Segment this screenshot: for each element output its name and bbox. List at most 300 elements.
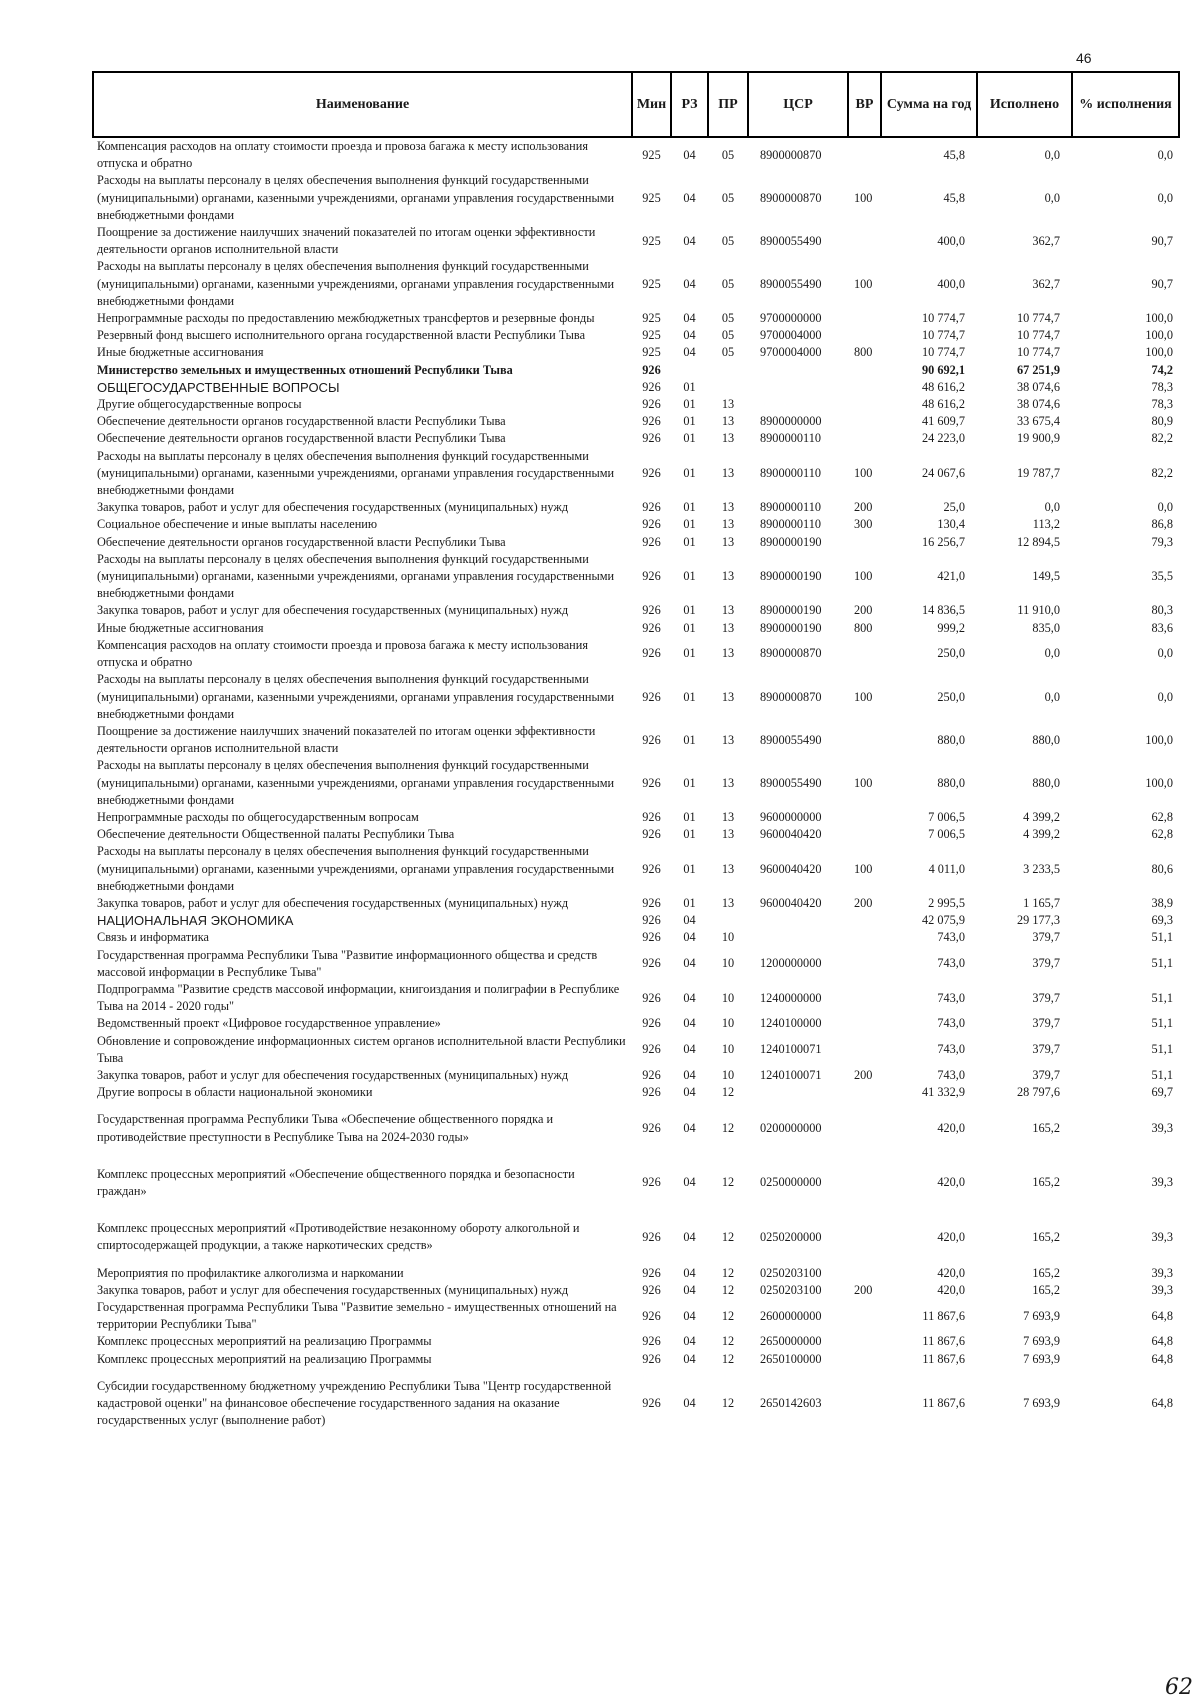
row-min: 926 [642,1265,661,1280]
row-name: Компенсация расходов на оплату стоимости проезда и провоза багажа к месту использования отпуска и обратно [97,637,588,670]
row-pct: 100,0 [1145,328,1173,343]
row-executed: 165,2 [1032,1282,1060,1297]
row-csr: 8900000190 [760,569,822,584]
row-min: 926 [642,1175,661,1190]
row-executed: 165,2 [1032,1229,1060,1244]
row-name: ОБЩЕГОСУДАРСТВЕННЫЕ ВОПРОСЫ [97,379,340,395]
row-csr: 2650100000 [760,1351,822,1366]
row-csr: 0250000000 [760,1175,822,1190]
row-rz: 04 [683,1334,696,1349]
row-name: Комплекс процессных мероприятий на реализацию Программы [97,1334,432,1349]
row-vr [848,310,881,327]
row-pct: 0,0 [1157,147,1173,162]
row-sum: 10 774,7 [921,345,965,360]
row-executed: 7 693,9 [1023,1308,1060,1323]
row-csr [748,912,848,929]
row-vr [848,396,881,413]
table-row [93,723,1179,757]
row-name: Обеспечение деятельности органов государственной власти Республики Тыва [97,431,506,446]
row-min: 926 [642,646,661,661]
row-rz: 04 [683,1308,696,1323]
table-row [93,1368,1179,1440]
row-rz: 01 [683,414,696,429]
row-csr: 8900055490 [760,276,822,291]
row-vr [848,1101,881,1155]
row-vr: 200 [854,1282,873,1297]
row-pct: 38,9 [1151,895,1173,910]
row-sum: 743,0 [937,990,965,1005]
row-pr: 10 [721,956,735,971]
row-min: 926 [642,732,661,747]
row-executed: 165,2 [1032,1120,1060,1135]
row-pct: 64,8 [1151,1308,1173,1323]
row-pct: 64,8 [1151,1334,1173,1349]
row-sum: 400,0 [937,233,965,248]
row-csr: 9700004000 [760,345,822,360]
row-rz: 01 [683,534,696,549]
row-executed: 165,2 [1032,1265,1060,1280]
table-row [93,172,1179,224]
row-pr [708,912,748,929]
row-executed: 1 165,7 [1023,895,1060,910]
table-row [93,310,1179,327]
row-vr [848,1299,881,1333]
row-rz: 01 [683,379,696,394]
row-name: Расходы на выплаты персоналу в целях обеспечения выполнения функций государственными (муниципальными) органами, казенными учреждениями, органами управления государственными внебюджетными фондами [97,844,615,893]
row-min: 926 [642,534,661,549]
row-sum: 420,0 [937,1265,965,1280]
row-name: Расходы на выплаты персоналу в целях обеспечения выполнения функций государственными (муниципальными) органами, казенными учреждениями, органами управления государственными внебюджетными фондами [97,173,615,222]
row-pr: 10 [721,1016,735,1031]
row-pr: 12 [721,1308,735,1323]
row-sum: 90 692,1 [921,362,965,377]
table-row [93,1333,1179,1350]
table-row [93,379,1179,396]
row-name: Закупка товаров, работ и услуг для обеспечения государственных (муниципальных) нужд [97,500,569,515]
row-min: 926 [642,465,661,480]
row-min: 926 [642,809,661,824]
row-pct: 39,3 [1151,1175,1173,1190]
row-executed: 880,0 [1032,775,1060,790]
row-csr: 9700004000 [760,328,822,343]
row-rz: 04 [683,913,696,928]
row-pr: 13 [721,414,735,429]
table-body [93,137,1179,1439]
row-vr [848,981,881,1015]
row-pct: 100,0 [1145,775,1173,790]
row-csr: 9600040420 [760,827,822,842]
row-pr: 12 [721,1229,735,1244]
row-executed: 33 675,4 [1016,414,1060,429]
row-csr: 9700000000 [760,311,822,326]
row-rz: 04 [683,276,696,291]
header-executed: Исполнено [977,72,1072,137]
row-executed: 0,0 [1044,646,1060,661]
row-min: 926 [642,620,661,635]
row-sum: 420,0 [937,1282,965,1297]
table-row [93,1084,1179,1101]
row-name: Государственная программа Республики Тыва «Обеспечение общественного порядка и противодействие преступности в Республике Тыва на 2024-2030 годы» [97,1112,554,1144]
row-pr: 13 [721,397,735,412]
row-pr: 13 [721,534,735,549]
row-sum: 250,0 [937,646,965,661]
row-executed: 0,0 [1044,689,1060,704]
row-rz: 04 [683,1085,696,1100]
row-vr: 200 [854,1067,873,1082]
row-name: Закупка товаров, работ и услуг для обеспечения государственных (муниципальных) нужд [97,603,569,618]
row-pr: 13 [721,775,735,790]
row-vr [848,224,881,258]
row-pct: 80,6 [1151,861,1173,876]
table-row [93,137,1179,172]
row-pr: 13 [721,500,735,515]
row-executed: 19 787,7 [1016,465,1060,480]
table-row [93,929,1179,946]
row-executed: 7 693,9 [1023,1396,1060,1411]
row-csr: 9600040420 [760,895,822,910]
row-pct: 64,8 [1151,1396,1173,1411]
row-sum: 4 011,0 [928,861,965,876]
row-pct: 82,2 [1151,465,1173,480]
row-pr: 13 [721,732,735,747]
row-rz: 04 [683,990,696,1005]
row-min: 925 [642,311,661,326]
row-min: 926 [642,379,661,394]
row-pr: 05 [721,147,735,162]
row-pct: 90,7 [1151,233,1173,248]
row-vr [848,137,881,172]
row-pct: 39,3 [1151,1282,1173,1297]
row-name: Обеспечение деятельности органов государственной власти Республики Тыва [97,414,506,429]
row-sum: 11 867,6 [922,1396,965,1411]
row-executed: 38 074,6 [1016,397,1060,412]
row-rz: 01 [683,775,696,790]
row-executed: 379,7 [1032,990,1060,1005]
row-name: Комплекс процессных мероприятий на реализацию Программы [97,1351,432,1366]
row-name: Государственная программа Республики Тыва "Развитие информационного общества и средств массовой информации в Республике Тыва" [97,947,598,979]
row-sum: 7 006,5 [928,809,965,824]
row-rz: 04 [683,1042,696,1057]
row-executed: 379,7 [1032,1016,1060,1031]
row-min: 926 [642,913,661,928]
table-row [93,396,1179,413]
row-name: Связь и информатика [97,930,209,945]
row-pct: 0,0 [1157,646,1173,661]
row-executed: 3 233,5 [1023,861,1060,876]
header-sum: Сумма на год [881,72,977,137]
row-pr: 10 [721,1042,735,1057]
row-min: 926 [642,1351,661,1366]
row-name: Обеспечение деятельности Общественной палаты Республики Тыва [97,827,455,842]
row-pct: 100,0 [1145,732,1173,747]
row-csr [748,362,848,379]
table-row [93,637,1179,671]
table-row [93,413,1179,430]
row-sum: 420,0 [937,1120,965,1135]
row-rz: 04 [683,956,696,971]
row-rz: 01 [683,465,696,480]
row-min: 926 [642,689,661,704]
row-executed: 10 774,7 [1016,328,1060,343]
row-pr: 12 [721,1265,735,1280]
row-pr: 12 [721,1120,735,1135]
row-executed: 38 074,6 [1016,379,1060,394]
row-executed: 7 693,9 [1023,1351,1060,1366]
row-sum: 24 067,6 [921,465,965,480]
row-executed: 113,2 [1032,517,1060,532]
row-pr: 10 [721,990,735,1005]
row-sum: 24 223,0 [921,431,965,446]
row-pr: 13 [721,646,735,661]
row-executed: 362,7 [1032,233,1060,248]
row-csr: 1240100071 [760,1067,822,1082]
row-sum: 41 332,9 [921,1085,965,1100]
row-pct: 64,8 [1151,1351,1173,1366]
row-name: Расходы на выплаты персоналу в целях обеспечения выполнения функций государственными (муниципальными) органами, казенными учреждениями, органами управления государственными внебюджетными фондами [97,551,615,601]
row-vr: 200 [854,895,873,910]
row-min: 926 [642,414,661,429]
table-row [93,362,1179,379]
row-pr: 05 [721,345,735,360]
header-pr: ПР [708,72,748,137]
row-min: 926 [642,1016,661,1031]
row-name: Субсидии государственному бюджетному учреждению Республики Тыва "Центр государственной кадастровой оценки" на финансовое обеспечение государственного задания на оказание государственных услуг (выполнение работ) [97,1378,612,1428]
table-row [93,981,1179,1015]
row-pct: 74,2 [1151,362,1173,377]
row-rz: 01 [683,397,696,412]
row-rz: 04 [683,1016,696,1031]
row-pct: 78,3 [1151,397,1173,412]
table-row [93,1210,1179,1264]
row-pr: 13 [721,465,735,480]
row-vr [848,1368,881,1440]
row-vr [848,534,881,551]
row-pct: 35,5 [1151,569,1173,584]
row-pct: 51,1 [1151,990,1173,1005]
row-executed: 0,0 [1044,147,1060,162]
table-row [93,327,1179,344]
row-csr: 2600000000 [760,1308,822,1323]
row-min: 926 [642,500,661,515]
row-rz: 01 [683,861,696,876]
row-csr: 8900000110 [760,500,822,515]
row-pr: 12 [721,1085,735,1100]
row-executed: 149,5 [1032,569,1060,584]
row-rz: 04 [683,328,696,343]
row-min: 926 [642,1396,661,1411]
row-executed: 7 693,9 [1023,1334,1060,1349]
row-min: 926 [642,775,661,790]
row-rz: 01 [683,732,696,747]
row-csr: 8900000190 [760,534,822,549]
row-rz: 04 [683,1120,696,1135]
row-pr: 10 [721,1067,735,1082]
row-executed: 165,2 [1032,1175,1060,1190]
row-pr: 12 [721,1282,735,1297]
row-sum: 130,4 [937,517,965,532]
table-row [93,1101,1179,1155]
row-name: Закупка товаров, работ и услуг для обеспечения государственных (муниципальных) нужд [97,1282,569,1297]
row-vr: 100 [854,689,873,704]
row-sum: 11 867,6 [922,1308,965,1323]
table-header [93,72,1179,137]
row-pr: 13 [721,809,735,824]
row-executed: 28 797,6 [1016,1085,1060,1100]
row-pct: 69,3 [1151,913,1173,928]
row-pr: 12 [721,1351,735,1366]
row-pct: 51,1 [1151,930,1173,945]
row-executed: 379,7 [1032,1067,1060,1082]
table-row [93,912,1179,929]
row-vr [848,430,881,447]
row-min: 926 [642,1067,661,1082]
row-csr: 1240100000 [760,1016,822,1031]
row-sum: 2 995,5 [928,895,965,910]
row-name: Непрограммные расходы по общегосударственным вопросам [97,809,419,824]
row-pct: 62,8 [1151,827,1173,842]
row-pr: 05 [721,276,735,291]
table-row [93,1015,1179,1032]
row-sum: 743,0 [937,1067,965,1082]
row-pct: 51,1 [1151,1042,1173,1057]
row-rz: 01 [683,603,696,618]
row-vr [848,929,881,946]
row-pr: 13 [721,827,735,842]
row-sum: 250,0 [937,689,965,704]
table-row [93,602,1179,619]
row-name: Комплекс процессных мероприятий «Обеспечение общественного порядка и безопасности граждан» [97,1166,575,1198]
row-min: 925 [642,190,661,205]
row-pr: 13 [721,895,735,910]
row-pct: 80,3 [1151,603,1173,618]
row-min: 926 [642,603,661,618]
row-min: 926 [642,1042,661,1057]
row-pct: 80,9 [1151,414,1173,429]
row-pct: 0,0 [1157,190,1173,205]
row-vr: 200 [854,500,873,515]
row-sum: 420,0 [937,1175,965,1190]
table-row [93,344,1179,361]
row-vr [848,1333,881,1350]
row-csr: 0250203100 [760,1282,822,1297]
row-rz: 04 [683,1351,696,1366]
row-csr: 1240000000 [760,990,822,1005]
row-pr: 13 [721,517,735,532]
row-csr: 8900000190 [760,603,822,618]
row-sum: 45,8 [943,190,965,205]
row-rz: 04 [683,930,696,945]
row-csr: 9600000000 [760,809,822,824]
row-name: Резервный фонд высшего исполнительного органа государственной власти Республики Тыва [97,328,586,343]
row-pr: 13 [721,861,735,876]
row-vr [848,1084,881,1101]
row-sum: 14 836,5 [921,603,965,618]
row-executed: 4 399,2 [1023,809,1060,824]
row-vr [848,809,881,826]
table-row [93,620,1179,637]
row-csr: 0250200000 [760,1229,822,1244]
row-sum: 743,0 [937,1042,965,1057]
row-rz: 04 [683,1067,696,1082]
row-sum: 420,0 [937,1229,965,1244]
row-pr: 05 [721,311,735,326]
row-min: 926 [642,895,661,910]
row-pct: 100,0 [1145,311,1173,326]
row-name: Обновление и сопровождение информационных систем органов исполнительной власти Республики Тыва [97,1033,626,1065]
row-pr [708,379,748,396]
row-pr: 12 [721,1334,735,1349]
row-vr: 800 [854,620,873,635]
header-csr: ЦСР [748,72,848,137]
row-name: Расходы на выплаты персоналу в целях обеспечения выполнения функций государственными (муниципальными) органами, казенными учреждениями, органами управления государственными внебюджетными фондами [97,758,615,807]
row-sum: 16 256,7 [921,534,965,549]
table-row [93,551,1179,603]
table-row [93,671,1179,723]
row-rz: 01 [683,517,696,532]
row-sum: 743,0 [937,956,965,971]
row-name: Поощрение за достижение наилучших значений показателей по итогам оценки эффективности деятельности органов исполнительной власти [97,225,596,257]
row-rz: 01 [683,500,696,515]
row-min: 926 [642,1334,661,1349]
row-executed: 835,0 [1032,620,1060,635]
row-executed: 67 251,9 [1016,362,1060,377]
row-sum: 42 075,9 [921,913,965,928]
row-csr: 0200000000 [760,1120,822,1135]
row-vr: 300 [854,517,873,532]
row-rz: 01 [683,431,696,446]
table-row [93,947,1179,981]
row-pr: 05 [721,190,735,205]
table-row [93,499,1179,516]
row-sum: 999,2 [937,620,965,635]
row-name: Другие вопросы в области национальной экономики [97,1085,373,1100]
table-row [93,1156,1179,1210]
row-min: 926 [642,1282,661,1297]
row-vr: 100 [854,569,873,584]
row-csr: 8900000190 [760,620,822,635]
table-row [93,516,1179,533]
row-vr [848,1351,881,1368]
row-pct: 0,0 [1157,689,1173,704]
row-vr [848,1156,881,1210]
row-name: НАЦИОНАЛЬНАЯ ЭКОНОМИКА [97,913,294,929]
row-pr: 13 [721,569,735,584]
row-rz [671,362,708,379]
row-vr [848,1265,881,1282]
row-sum: 45,8 [943,147,965,162]
row-csr: 2650000000 [760,1334,822,1349]
row-pct: 51,1 [1151,956,1173,971]
row-sum: 10 774,7 [921,328,965,343]
budget-table [92,71,1180,1439]
row-min: 925 [642,276,661,291]
row-csr: 8900000870 [760,689,822,704]
row-csr [748,379,848,396]
row-pct: 82,2 [1151,431,1173,446]
row-min: 926 [642,827,661,842]
row-min: 925 [642,233,661,248]
row-name: Компенсация расходов на оплату стоимости проезда и провоза багажа к месту использования отпуска и обратно [97,139,588,171]
row-vr [848,379,881,396]
row-pr: 13 [721,431,735,446]
row-executed: 0,0 [1044,500,1060,515]
row-vr [848,723,881,757]
row-csr [748,929,848,946]
row-rz: 04 [683,1396,696,1411]
row-pr: 13 [721,603,735,618]
row-min: 926 [642,1229,661,1244]
row-csr: 8900000870 [760,190,822,205]
